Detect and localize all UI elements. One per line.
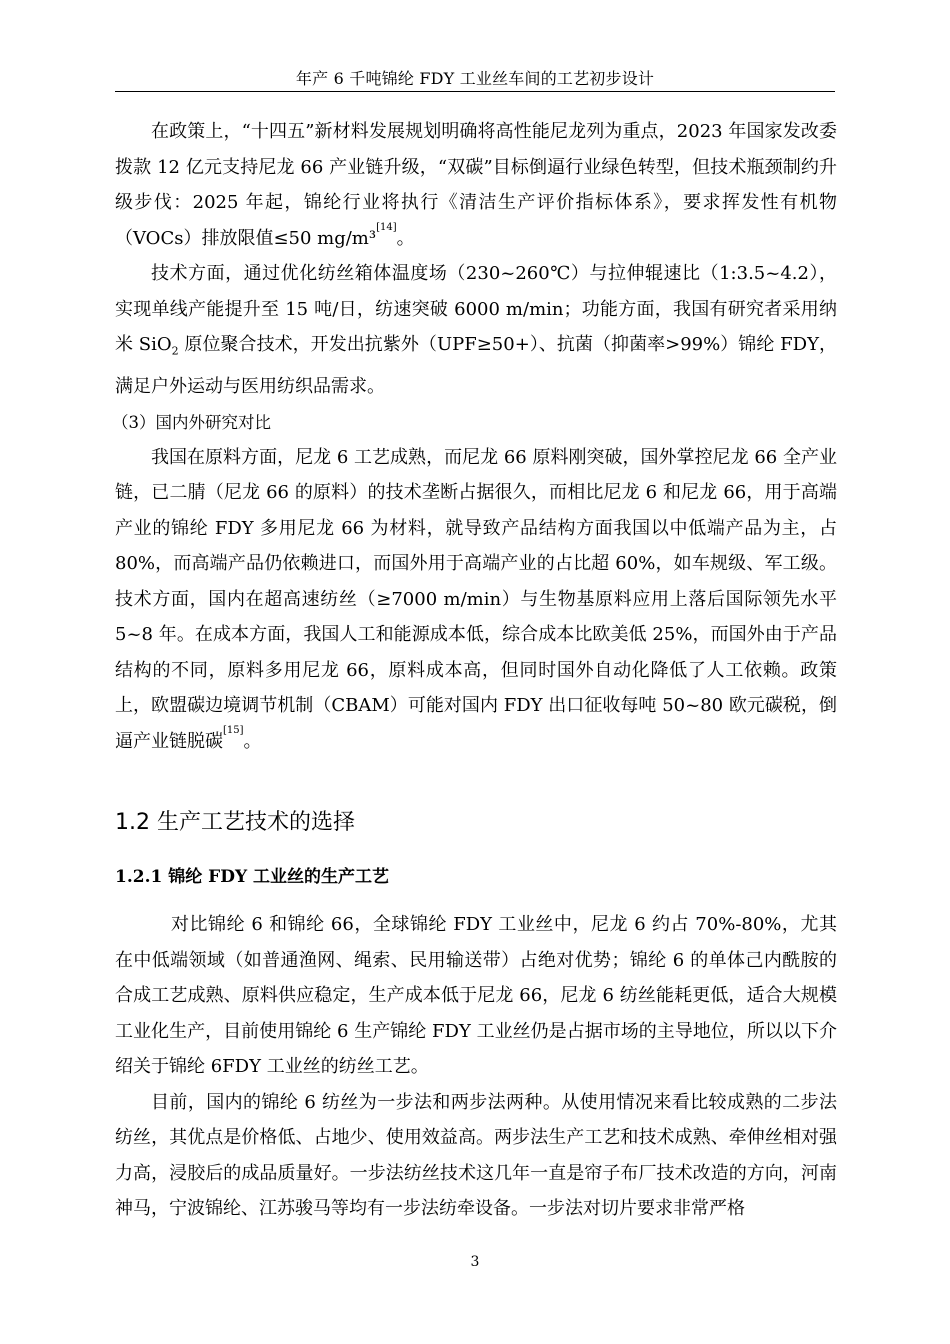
subsection-label: （3）国内外研究对比	[112, 412, 271, 432]
paragraph-technology-text: 技术方面，通过优化纺丝箱体温度场（230~260℃）与拉伸辊速比（1:3.5~4.2），实现单线产能提升至 15 吨/日，纺速突破 6000 m/min；功能方面，我国有研究者采用纳米 SiO	[115, 263, 837, 355]
paragraph-policy-end: 。	[396, 227, 415, 249]
paragraph-process-choice: 对比锦纶 6 和锦纶 66，全球锦纶 FDY 工业丝中，尼龙 6 约占 70%-80%，尤其在中低端领域（如普通渔网、绳索、民用输送带）占绝对优势；锦纶 6 的单体己内酰胺的合成工艺成熟、原料供应稳定，生产成本低于尼龙 66，尼龙 6 纺丝能耗更低，适合大规模工业化生产，目前使用锦纶 6 生产锦纶 FDY 工业丝仍是占据市场的主导地位，所以以下介绍关于锦纶 6FDY 工业丝的纺丝工艺。	[115, 914, 837, 1078]
subscript-2: 2	[171, 344, 179, 358]
citation-14[interactable]: [14]	[376, 221, 397, 233]
paragraph-technology-rest: 原位聚合技术，开发出抗紫外（UPF≥50+）、抗菌（抑菌率>99%）锦纶 FDY，满足户外运动与医用纺织品需求。	[115, 334, 837, 398]
paragraph-policy-text: 在政策上，“十四五”新材料发展规划明确将高性能尼龙列为重点，2023 年国家发改委拨款 12 亿元支持尼龙 66 产业链升级，“双碳”目标倒逼行业绿色转型，但技术瓶颈制约升级步伐：2025 年起，锦纶行业将执行《清洁生产评价指标体系》，要求挥发性有机物（VOCs）排放限值≤50 mg/m³	[115, 121, 837, 249]
paragraph-policy	[115, 114, 837, 256]
paragraph-comparison	[115, 440, 837, 760]
paragraph-spinning-methods: 目前，国内的锦纶 6 纺丝为一步法和两步法两种。从使用情况来看比较成熟的二步法纺丝，其优点是价格低、占地少、使用效益高。两步法生产工艺和技术成熟、牵伸丝相对强力高，浸胶后的成品质量好。一步法纺丝技术这几年一直是帘子布厂技术改造的方向，河南神马，宁波锦纶、江苏骏马等均有一步法纺牵设备。一步法对切片要求非常严格	[115, 1091, 837, 1220]
subsection-heading: 1.2.1 锦纶 FDY 工业丝的生产工艺	[115, 867, 390, 888]
running-header: 年产 6 千吨锦纶 FDY 工业丝车间的工艺初步设计	[295, 69, 655, 88]
page-number: 3	[470, 1254, 480, 1270]
citation-15[interactable]: [15]	[223, 724, 244, 736]
paragraph-technology	[115, 256, 837, 405]
section-heading: 1.2 生产工艺技术的选择	[115, 810, 355, 836]
paragraph-comparison-text: 我国在原料方面，尼龙 6 工艺成熟，而尼龙 66 原料刚突破，国外掌控尼龙 66 全产业链，已二腈（尼龙 66 的原料）的技术垄断占据很久，而相比尼龙 6 和尼龙 66，用于高端产业的锦纶 FDY 多用尼龙 66 为材料，就导致产品结构方面我国以中低端产品为主，占 80%，而高端产品仍依赖进口，而国外用于高端产业的占比超 60%，如车规级、军工级。技术方面，国内在超高速纺丝（≥7000 m/min）与生物基原料应用上落后国际领先水平 5~8 年。在成本方面，我国人工和能源成本低，综合成本比欧美低 25%，而国外由于产品结构的不同，原料多用尼龙 66，原料成本高，但同时国外自动化降低了人工依赖。政策上，欧盟碳边境调节机制（CBAM）可能对国内 FDY 出口征收每吨 50~80 欧元碳税，倒逼产业链脱碳	[115, 446, 837, 752]
paragraph-comparison-end: 。	[243, 730, 262, 752]
page-body	[112, 114, 837, 1227]
header-rule	[115, 91, 835, 92]
